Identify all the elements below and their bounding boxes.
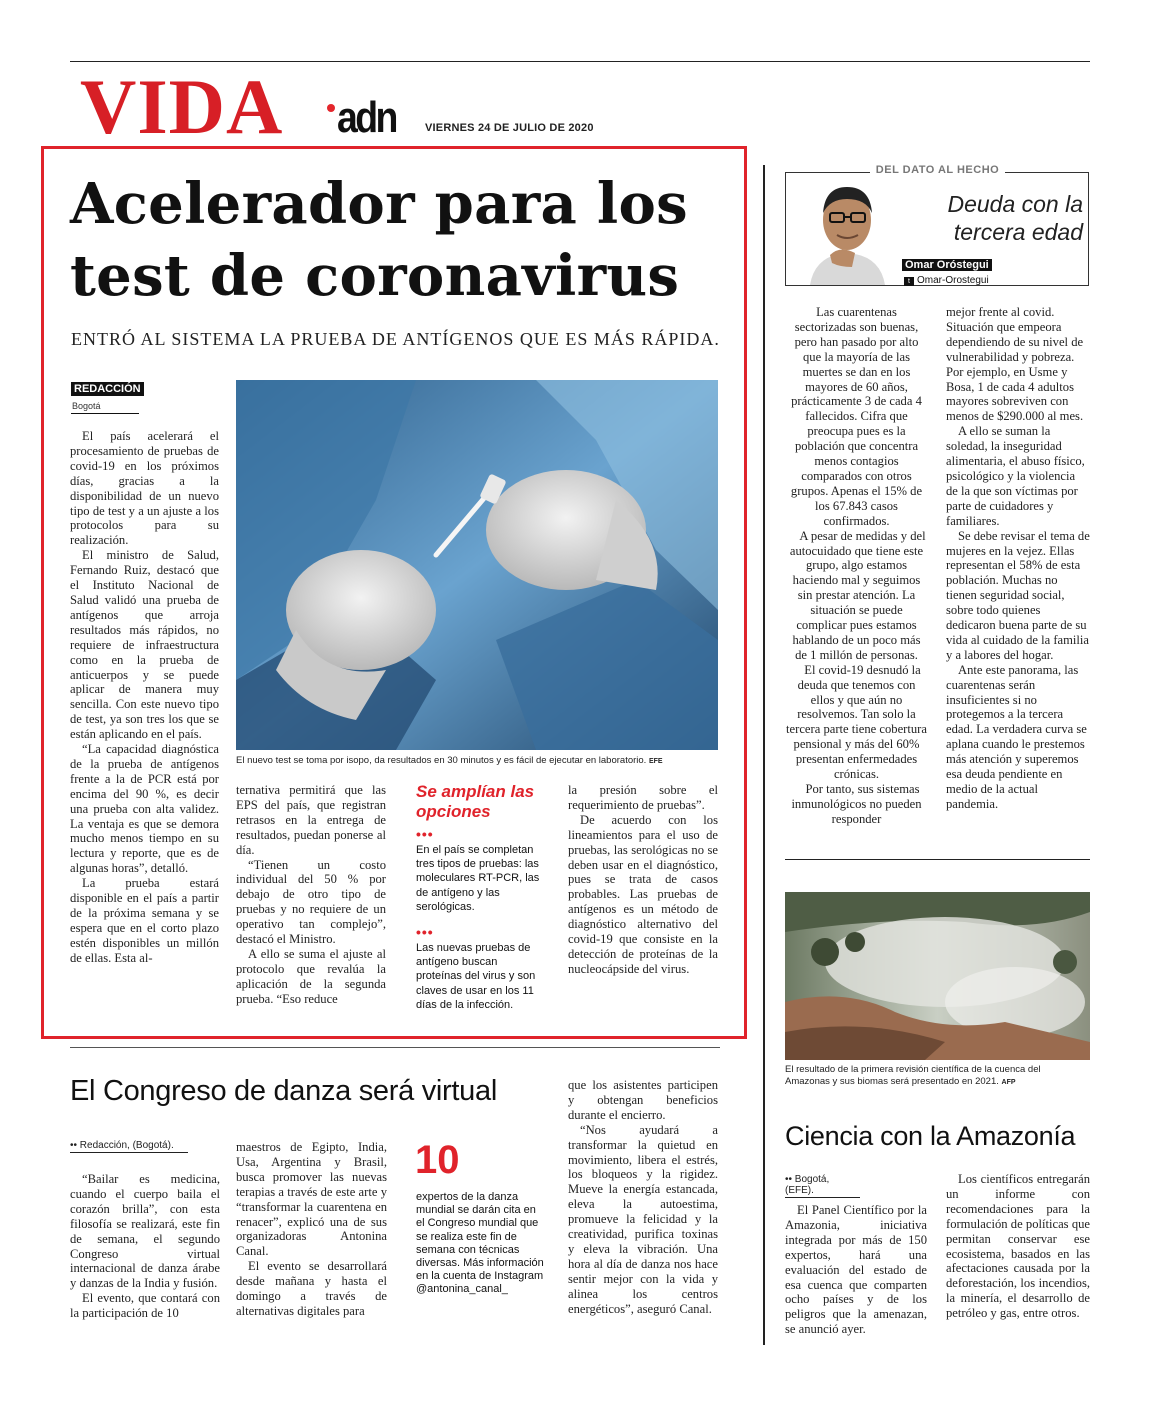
sidebox-dots-1: ••• bbox=[416, 826, 434, 842]
amazon-fire-illustration bbox=[785, 892, 1090, 1060]
top-rule bbox=[70, 61, 1090, 62]
paragraph: que los asistentes participen y obtengan beneficios durante el encierro. bbox=[568, 1078, 718, 1122]
main-col-4 bbox=[568, 783, 718, 977]
amazon-fire-photo bbox=[785, 892, 1090, 1060]
test-photo-illustration bbox=[236, 380, 718, 750]
paragraph: mejor frente al covid. Situación que empeora dependiendo de su nivel de vulnerabilidad y pobreza. Por ejemplo, en Usme y Bosa, 1 de cada 4 adultos mayores sobreviven con menos de $290.000 al mes. bbox=[946, 305, 1084, 424]
main-col-2 bbox=[236, 783, 386, 1007]
amazon-photo-credit: AFP bbox=[1001, 1079, 1016, 1086]
photo-credit: EFE bbox=[648, 758, 663, 765]
byline-rule bbox=[71, 413, 139, 414]
byline-dots: •• bbox=[785, 1174, 795, 1185]
edition-date: VIERNES 24 DE JULIO DE 2020 bbox=[425, 122, 594, 134]
dance-col-4 bbox=[568, 1078, 718, 1317]
opinion-handle bbox=[904, 275, 989, 286]
paragraph: De acuerdo con los lineamientos para el uso de pruebas, las serológicas no se deben usar en el diagnóstico, pues se trata de casos probables. Las pruebas de antígenos es un método de diagnóstico alternativo del covid-19 que consiste en la detección de proteínas de la nucleocápside del virus. bbox=[568, 812, 718, 976]
brand-logo: adn bbox=[337, 93, 396, 142]
author-portrait bbox=[800, 175, 895, 285]
amazon-byline bbox=[785, 1174, 860, 1198]
paragraph: “Tienen un costo individual del 50 % por debajo de otro tipo de pruebas y no requiere de un operativo tan complejo”, destacó el Ministro. bbox=[236, 857, 386, 947]
sidebox-dots-2: ••• bbox=[416, 924, 434, 940]
paragraph: Los científicos entregarán un informe con recomendaciones para la formulación de políticas que permitan conservar ese ecosistema, basados en las afectaciones causada por la deforestación, los incendios, la minería, el desarrollo de petróleo y gas, entre otros. bbox=[946, 1172, 1090, 1321]
dance-byline-text: Redacción, (Bogotá). bbox=[79, 1140, 174, 1151]
opinion-title: Deuda con la tercera edad bbox=[947, 191, 1083, 245]
dance-byline bbox=[70, 1140, 188, 1153]
paragraph: El país acelerará el procesamiento de pruebas de covid-19 en los próximos días, gracias a la disponibilidad de un nuevo tipo de test y a un ajuste a los protocolos para su realización. bbox=[70, 429, 219, 548]
paragraph: La prueba estará disponible en el país a partir de la próxima semana y se espera que en el corto plazo estén disponibles un millón de ellas. Esta al- bbox=[70, 876, 219, 965]
main-headline: Acelerador para los test de coronavirus bbox=[70, 171, 688, 309]
paragraph: ternativa permitirá que las EPS del país, que registran retrasos en la entrega de resultados, puedan ponerse al día. bbox=[236, 783, 386, 857]
opinion-col-b bbox=[946, 305, 1090, 812]
opinion-col-a bbox=[785, 305, 928, 827]
paragraph: El evento, que contará con la participación de 10 bbox=[70, 1291, 220, 1321]
byline-place: Bogotá bbox=[72, 401, 101, 411]
twitter-icon: t bbox=[904, 277, 914, 286]
main-deck: ENTRÓ AL SISTEMA LA PRUEBA DE ANTÍGENOS QUE ES MÁS RÁPIDA. bbox=[71, 329, 720, 349]
amazon-col-1 bbox=[785, 1203, 927, 1337]
main-col-1 bbox=[70, 429, 219, 966]
amazon-headline: Ciencia con la Amazonía bbox=[785, 1121, 1076, 1151]
dance-col-1 bbox=[70, 1172, 220, 1321]
paragraph: A pesar de medidas y del autocuidado que tiene este grupo, algo estamos haciendo mal y seguimos sin prestar atención. La situación se puede complicar pues estamos hablando de un poco más de 1 millón de personas. bbox=[789, 528, 926, 662]
amazon-caption-text: El resultado de la primera revisión científica de la cuenca del Amazonas y sus biomas será presentado en 2021. bbox=[785, 1064, 1041, 1087]
fact-number: 10 bbox=[415, 1138, 460, 1182]
sidebox-item-2: Las nuevas pruebas de antígeno buscan proteínas del virus y son claves de usar en los 11 días de la infección. bbox=[416, 942, 536, 1011]
opinion-handle-text: Omar-Orostegui bbox=[917, 275, 989, 286]
opinion-kicker-text: DEL DATO AL HECHO bbox=[870, 164, 1005, 176]
paragraph: A ello se suma el ajuste al protocolo que revalúa la aplicación de la segunda prueba. “Eso reduce bbox=[236, 946, 386, 1006]
paragraph: Se debe revisar el tema de mujeres en la vejez. Ellas representan el 58% de esta población. Muchas no tienen seguridad social, sobre todo quienes dedicaron buena parte de su vida al cuidado de la familia y a labores del hogar. bbox=[946, 528, 1090, 662]
test-photo bbox=[236, 380, 718, 750]
photo-caption bbox=[236, 755, 726, 766]
opinion-author: Omar Oróstegui bbox=[902, 259, 992, 271]
paragraph: El covid-19 desnudó la deuda que tenemos con ellos y que aún no resolvemos. Tan solo la tercera parte tiene cobertura pensional y más del 60% presentan enfermedades crónicas. bbox=[786, 662, 927, 782]
byline-dots: •• bbox=[70, 1140, 80, 1151]
paragraph: “La capacidad diagnóstica de la prueba de antígenos frente a la de PCR está por encima del 90 %, es decir una prueba con alta validez. La ventaja es que se demora mucho menos tiempo en su lectura y reporte, que es de algunas horas”, detalló. bbox=[70, 742, 219, 876]
photo-caption-text: El nuevo test se toma por isopo, da resultados en 30 minutos y es fácil de ejecutar en laboratorio. bbox=[236, 755, 647, 766]
amazon-photo-caption bbox=[785, 1064, 1085, 1089]
paragraph: Por tanto, sus sistemas inmunológicos no pueden responder bbox=[791, 782, 922, 826]
paragraph: El evento se desarrollará desde mañana y hasta el domingo a través de alternativas digitales para bbox=[236, 1259, 387, 1318]
amazon-col-2 bbox=[946, 1172, 1090, 1321]
section-title: VIDA bbox=[80, 63, 284, 150]
author-portrait-illustration bbox=[800, 175, 895, 285]
byline-name: REDACCIÓN bbox=[71, 382, 144, 396]
paragraph: maestros de Egipto, India, Usa, Argentina y Brasil, busca promover las nuevas terapias a través de este arte y “transformar la cuarentena en renacer”, explicó una de sus organizadoras Antonina Canal. bbox=[236, 1140, 387, 1259]
paragraph: Las cuarentenas sectorizadas son buenas, pero han pasado por alto que la mayoría de las muertes se dan en los mayores de 60 años, prácticamente 3 de cada 4 fallecidos. Cifra que preocupa pues es la población que concentra menos contagios comparados con otros grupos. Apenas el 15% de los 67.843 casos confirmados. bbox=[790, 305, 923, 528]
dance-col-2 bbox=[236, 1140, 387, 1319]
right-column-divider bbox=[785, 859, 1090, 860]
brand-dot-icon bbox=[327, 104, 335, 112]
paragraph: A ello se suman la soledad, la inseguridad alimentaria, el abuso físico, psicológico y la violencia de la que son víctimas por parte de cuidadores y familiares. bbox=[946, 424, 1085, 528]
sidebox-item-1: En el país se completan tres tipos de pruebas: las moleculares RT-PCR, las de antígeno y las serológicas. bbox=[416, 844, 540, 913]
paragraph: la presión sobre el requerimiento de pruebas”. bbox=[568, 783, 718, 812]
lower-divider bbox=[70, 1047, 720, 1048]
amazon-byline-text: Bogotá, (EFE). bbox=[785, 1174, 830, 1196]
fact-text: expertos de la danza mundial se darán cita en el Congreso mundial que se realiza este fin de semana con técnicas diversas. Más información en la cuenta de Instagram @antonina_canal_ bbox=[416, 1191, 544, 1296]
column-rule bbox=[763, 165, 765, 1345]
paragraph: Ante este panorama, las cuarentenas serán insuficientes si no protegemos a la tercera edad. La verdadera curva se aplana cuando le prestemos más atención y superemos esa deuda pendiente en medio de la actual pandemia. bbox=[946, 662, 1087, 811]
dance-headline: El Congreso de danza será virtual bbox=[70, 1075, 497, 1107]
sidebox-title: Se amplían las opciones bbox=[416, 782, 535, 821]
paragraph: “Bailar es medicina, cuando el cuerpo baila el corazón brilla”, con esta filosofía se realizará, este fin de semana, el segundo Congreso virtual internacional de danza árabe y danzas de la India y fusión. bbox=[70, 1172, 220, 1291]
paragraph: “Nos ayudará a transformar la quietud en movimiento, libera el estrés, los bloqueos y la rigidez. Mueve la energía estancada, eleva la autoestima, promueve la felicidad y la creatividad, purifica toxinas y eleva la vibración. Una hora al día de danza nos hace sentir mejor con la vida y alinea los centros energéticos”, aseguró Canal. bbox=[568, 1122, 718, 1316]
paragraph: El ministro de Salud, Fernando Ruiz, destacó que el Instituto Nacional de Salud validó una prueba de antígenos que arroja resultados más rápidos, no requiere de infraestructura como en la prueba de anticuerpos y se puede aplicar de manera muy sencilla. Con este nuevo tipo de test, ya son tres los que se están aplicando en el país. bbox=[70, 548, 219, 742]
paragraph: El Panel Científico por la Amazonia, iniciativa integrada por más de 150 expertos, hará una evaluación del estado de esa cuenca que comparten ocho países y de los peligros que la amenazan, se anunció ayer. bbox=[785, 1203, 927, 1337]
